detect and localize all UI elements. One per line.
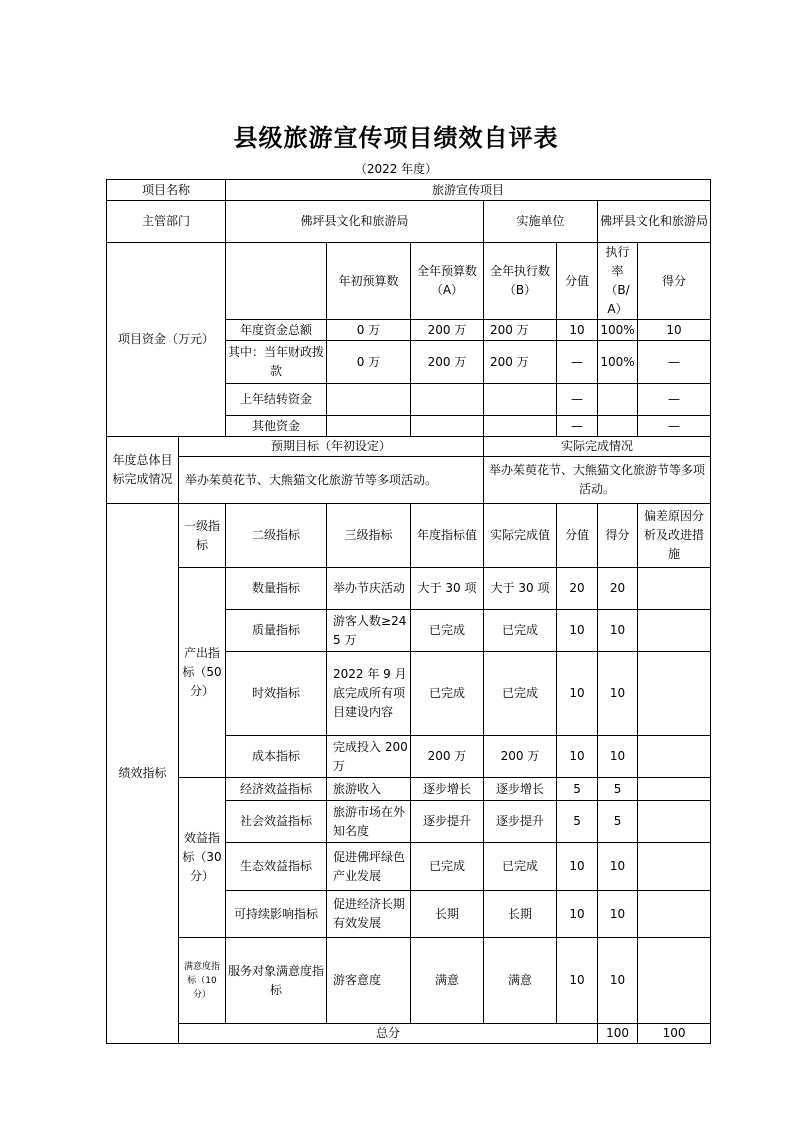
perf-note [638, 891, 711, 938]
funds-cell: 10 [638, 320, 711, 341]
expected-goal-label: 预期目标（年初设定） [179, 437, 484, 457]
funds-cell [598, 416, 638, 437]
perf-l3: 举办节庆活动 [327, 568, 411, 610]
perf-target: 逐步提升 [411, 801, 484, 843]
perf-note [638, 736, 711, 778]
project-name-label: 项目名称 [107, 180, 226, 201]
perf-l2: 时效指标 [226, 652, 327, 736]
perf-l2: 数量指标 [226, 568, 327, 610]
funds-row-name: 其他资金 [226, 416, 327, 437]
perf-target: 已完成 [411, 843, 484, 891]
perf-got: 10 [598, 610, 638, 652]
perf-header: 分值 [557, 504, 598, 568]
total-got: 100 [638, 1024, 711, 1044]
funds-cell [598, 384, 638, 416]
funds-cell: 0 万 [327, 320, 411, 341]
perf-target: 已完成 [411, 610, 484, 652]
perf-group-satisfaction: 满意度指标（10分） [179, 938, 226, 1024]
perf-l3: 旅游市场在外知名度 [327, 801, 411, 843]
perf-header: 得分 [598, 504, 638, 568]
funds-cell: 100% [598, 341, 638, 384]
total-score: 100 [598, 1024, 638, 1044]
funds-cell: 100% [598, 320, 638, 341]
page-title: 县级旅游宣传项目绩效自评表 [233, 123, 559, 152]
perf-score: 10 [557, 610, 598, 652]
perf-actual: 已完成 [484, 843, 557, 891]
perf-l3: 促进佛坪绿色产业发展 [327, 843, 411, 891]
perf-group-benefit: 效益指标（30分） [179, 778, 226, 938]
perf-score: 10 [557, 736, 598, 778]
funds-cell [411, 416, 484, 437]
funds-header-blank [226, 243, 327, 320]
perf-score: 5 [557, 778, 598, 801]
perf-target: 已完成 [411, 652, 484, 736]
funds-cell [484, 384, 557, 416]
project-name-value: 旅游宣传项目 [226, 180, 711, 201]
perf-l2: 成本指标 [226, 736, 327, 778]
perf-got: 10 [598, 843, 638, 891]
funds-cell [411, 384, 484, 416]
funds-cell: — [557, 416, 598, 437]
funds-label: 项目资金（万元） [107, 243, 226, 437]
perf-target: 200 万 [411, 736, 484, 778]
funds-row-name: 其中：当年财政拨款 [226, 341, 327, 384]
perf-score: 20 [557, 568, 598, 610]
perf-header: 一级指标 [179, 504, 226, 568]
perf-got: 5 [598, 778, 638, 801]
funds-cell: — [638, 341, 711, 384]
funds-header: 全年执行数（B） [484, 243, 557, 320]
perf-target: 逐步增长 [411, 778, 484, 801]
goals-label: 年度总体目标完成情况 [107, 437, 179, 504]
perf-score: 5 [557, 801, 598, 843]
perf-header: 三级指标 [327, 504, 411, 568]
perf-got: 10 [598, 652, 638, 736]
perf-actual: 逐步增长 [484, 778, 557, 801]
perf-header: 偏差原因分析及改进措施 [638, 504, 711, 568]
funds-header: 执行率（B/A） [598, 243, 638, 320]
perf-note [638, 938, 711, 1024]
perf-actual: 逐步提升 [484, 801, 557, 843]
perf-note [638, 610, 711, 652]
perf-l3: 旅游收入 [327, 778, 411, 801]
perf-actual: 大于 30 项 [484, 568, 557, 610]
perf-label: 绩效指标 [107, 504, 179, 1044]
perf-score: 10 [557, 652, 598, 736]
perf-l2: 经济效益指标 [226, 778, 327, 801]
perf-l2: 可持续影响指标 [226, 891, 327, 938]
perf-actual: 已完成 [484, 610, 557, 652]
funds-cell: 200 万 [484, 341, 557, 384]
funds-cell: 200 万 [411, 341, 484, 384]
perf-header: 二级指标 [226, 504, 327, 568]
dept-value: 佛坪县文化和旅游局 [226, 201, 484, 243]
funds-cell [327, 384, 411, 416]
impl-label: 实施单位 [484, 201, 598, 243]
perf-l3: 促进经济长期有效发展 [327, 891, 411, 938]
funds-cell: 200 万 [484, 320, 557, 341]
perf-l3: 游客人数≥245 万 [327, 610, 411, 652]
perf-actual: 满意 [484, 938, 557, 1024]
expected-goal-text: 举办茱萸花节、大熊猫文化旅游节等多项活动。 [179, 457, 484, 504]
perf-l2: 社会效益指标 [226, 801, 327, 843]
funds-cell: 0 万 [327, 341, 411, 384]
perf-l2: 质量指标 [226, 610, 327, 652]
perf-score: 10 [557, 843, 598, 891]
perf-note [638, 652, 711, 736]
funds-cell: — [557, 384, 598, 416]
perf-target: 大于 30 项 [411, 568, 484, 610]
funds-header: 分值 [557, 243, 598, 320]
perf-actual: 200 万 [484, 736, 557, 778]
funds-cell: — [557, 341, 598, 384]
perf-target: 长期 [411, 891, 484, 938]
perf-got: 20 [598, 568, 638, 610]
perf-got: 10 [598, 891, 638, 938]
perf-score: 10 [557, 891, 598, 938]
actual-goal-text: 举办茱萸花节、大熊猫文化旅游节等多项活动。 [484, 457, 711, 504]
perf-l2: 生态效益指标 [226, 843, 327, 891]
actual-goal-label: 实际完成情况 [484, 437, 711, 457]
funds-cell: 200 万 [411, 320, 484, 341]
perf-note [638, 801, 711, 843]
funds-cell [327, 416, 411, 437]
funds-row-name: 上年结转资金 [226, 384, 327, 416]
perf-l3: 完成投入 200 万 [327, 736, 411, 778]
funds-header: 全年预算数（A） [411, 243, 484, 320]
report-year: （2022 年度） [354, 162, 438, 176]
funds-header: 得分 [638, 243, 711, 320]
perf-l3: 游客意度 [327, 938, 411, 1024]
perf-header: 年度指标值 [411, 504, 484, 568]
impl-value: 佛坪县文化和旅游局 [598, 201, 711, 243]
perf-actual: 已完成 [484, 652, 557, 736]
dept-label: 主管部门 [107, 201, 226, 243]
perf-got: 5 [598, 801, 638, 843]
perf-score: 10 [557, 938, 598, 1024]
perf-note [638, 568, 711, 610]
perf-got: 10 [598, 736, 638, 778]
total-label: 总分 [179, 1024, 598, 1044]
funds-row-name: 年度资金总额 [226, 320, 327, 341]
perf-l3: 2022 年 9 月底完成所有项目建设内容 [327, 652, 411, 736]
perf-group-output: 产出指标（50分） [179, 568, 226, 778]
funds-cell: — [638, 384, 711, 416]
funds-cell: — [638, 416, 711, 437]
funds-cell: 10 [557, 320, 598, 341]
evaluation-table [106, 179, 711, 1044]
funds-cell [484, 416, 557, 437]
perf-l2: 服务对象满意度指标 [226, 938, 327, 1024]
perf-actual: 长期 [484, 891, 557, 938]
perf-header: 实际完成值 [484, 504, 557, 568]
funds-header: 年初预算数 [327, 243, 411, 320]
perf-note [638, 778, 711, 801]
perf-got: 10 [598, 938, 638, 1024]
perf-target: 满意 [411, 938, 484, 1024]
perf-note [638, 843, 711, 891]
